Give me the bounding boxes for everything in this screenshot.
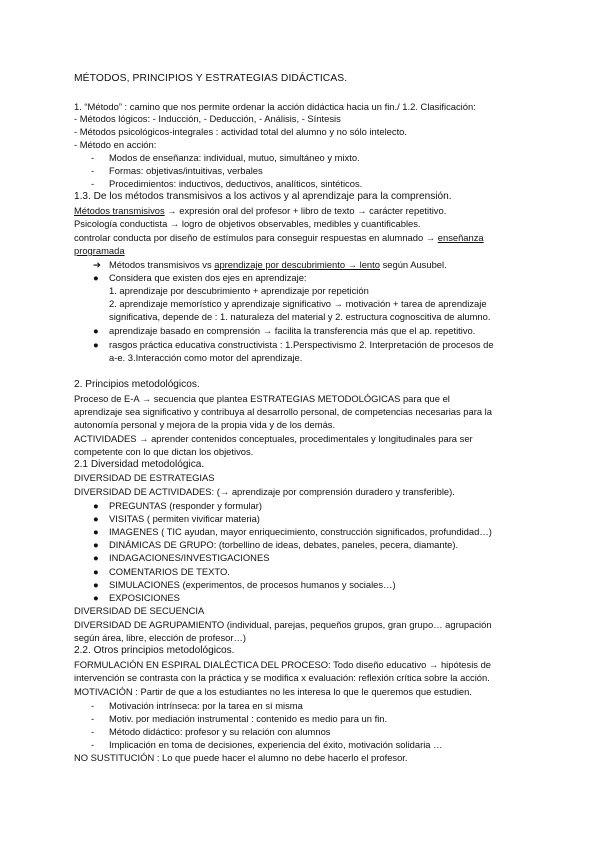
list-item: 1. aprendizaje por descubrimiento + aprendizaje por repetición	[109, 285, 369, 296]
bullet-icon: ●	[93, 566, 99, 577]
paragraph-line: ACTIVIDADES → aprender contenidos conceptuales, procedimentales y longitudinales para ser	[74, 433, 473, 444]
list-item: Implicación en toma de decisiones, experiencia del éxito, motivación solidaria …	[109, 739, 443, 750]
bullet-icon: ●	[93, 500, 99, 511]
paragraph-line: DIVERSIDAD DE ESTRATEGIAS	[74, 472, 215, 483]
paragraph-line: DIVERSIDAD DE AGRUPAMIENTO (individual, parejas, pequeños grupos, gran grupo… agrupación	[74, 619, 492, 630]
bullet-icon: ●	[93, 539, 99, 550]
bullet-icon: ●	[93, 339, 99, 350]
paragraph-line: controlar conducta por diseño de estímulos para conseguir respuestas en alumnado → enseñanza	[74, 232, 484, 243]
paragraph-line: autonomía personal y mejora de la propia vida y de los demás.	[74, 419, 336, 430]
list-item: Formas: objetivas/intuitivas, verbales	[109, 165, 263, 176]
paragraph-line: según área, libre, elección de profesor…)	[74, 632, 246, 643]
psychological-methods: - Métodos psicológicos-integrales : actividad total del alumno y no sólo intelecto.	[74, 126, 407, 137]
list-item: SIMULACIONES (experimentos, de procesos humanos y sociales…)	[109, 579, 396, 590]
dash-marker: -	[91, 700, 95, 711]
subsection-heading: 2.2. Otros principios metodológicos.	[74, 645, 235, 656]
section-heading: 1.3. De los métodos transmisivos a los activos y al aprendizaje para la comprensión.	[74, 191, 452, 202]
dash-marker: -	[91, 739, 95, 750]
bullet-icon: ●	[93, 513, 99, 524]
paragraph-line: competente con lo que dictan los objetivos.	[74, 446, 254, 457]
bullet-icon: ●	[93, 325, 99, 336]
document-title: MÉTODOS, PRINCIPIOS Y ESTRATEGIAS DIDÁCTICAS.	[74, 73, 348, 84]
paragraph-line: intervención se contrasta con la práctica y se modifica x evaluación: reflexión crítica sobre la acción.	[74, 672, 490, 683]
list-item: Considera que existen dos ejes en aprendizaje:	[109, 272, 307, 283]
list-item: VISITAS ( permiten vivificar materia)	[109, 513, 260, 524]
list-item: aprendizaje basado en comprensión → facilita la transferencia más que el ap. repetitivo.	[109, 325, 476, 336]
section-heading: 2. Principios metodológicos.	[74, 379, 200, 390]
paragraph-line: DIVERSIDAD DE ACTIVIDADES: (→ aprendizaje por comprensión duradero y transferible).	[74, 486, 455, 497]
dash-marker: -	[91, 713, 95, 724]
paragraph-line: MOTIVACIÓN : Partir de que a los estudiantes no les interesa lo que le queremos que estudien.	[74, 686, 472, 697]
underlined-term: enseñanza	[437, 232, 484, 243]
list-item: Motiv. por mediación instrumental : contenido es medio para un fin.	[109, 713, 388, 724]
dash-marker: -	[91, 165, 95, 176]
paragraph-line: FORMULACIÓN EN ESPIRAL DIALÉCTICA DEL PROCESO: Todo diseño educativo → hipótesis de	[74, 659, 492, 670]
list-item: Motivación intrínseca: por la tarea en sí misma	[109, 700, 303, 711]
paragraph-line: DIVERSIDAD DE SECUENCIA	[74, 605, 205, 616]
list-item: COMENTARIOS DE TEXTO.	[109, 566, 230, 577]
bullet-icon: ●	[93, 526, 99, 537]
paragraph-line: Proceso de E-A → secuencia que plantea ESTRATEGIAS METODOLÓGICAS para que el	[74, 393, 450, 404]
bullet-icon: ●	[93, 272, 99, 283]
logical-methods: - Métodos lógicos: - Inducción, - Deducción, - Análisis, - Síntesis	[74, 113, 341, 124]
underlined-term: Métodos transmisivos	[74, 205, 165, 216]
list-item: Modos de enseñanza: individual, mutuo, simultáneo y mixto.	[109, 152, 360, 163]
list-item: 2. aprendizaje memorístico y aprendizaje significativo → motivación + tarea de aprendizaje	[109, 298, 487, 309]
underlined-term: aprendizaje por descubrimiento → lento	[214, 259, 380, 270]
paragraph-line: NO SUSTITUCIÓN : Lo que puede hacer el alumno no debe hacerlo el profesor.	[74, 752, 408, 763]
method-definition: 1. “Método” : camino que nos permite ordenar la acción didáctica hacia un fin./ 1.2. Clasificación:	[74, 101, 476, 112]
method-in-action: - Método en acción:	[74, 139, 157, 150]
list-item: Procedimientos: inductivos, deductivos, analíticos, sintéticos.	[109, 178, 363, 189]
list-item: IMAGENES ( TIC ayudan, mayor enriquecimiento, construcción significados, profundidad…)	[109, 526, 492, 537]
bullet-icon: ●	[93, 579, 99, 590]
list-item: significativa, depende de : 1. naturaleza del material y 2. estructura cognoscitiva de alumno.	[109, 311, 491, 322]
underlined-term: programada	[74, 245, 125, 256]
list-item: PREGUNTAS (responder y formular)	[109, 500, 262, 511]
bullet-icon: ●	[93, 552, 99, 563]
bullet-icon: ●	[93, 592, 99, 603]
list-item: DINÁMICAS DE GRUPO: (torbellino de ideas, debates, paneles, pecera, diamante).	[109, 539, 459, 550]
list-item: EXPOSICIONES	[109, 592, 180, 603]
dash-marker: -	[91, 178, 95, 189]
list-item: Métodos transmisivos vs aprendizaje por descubrimiento → lento según Ausubel.	[109, 259, 447, 270]
dash-marker: -	[91, 152, 95, 163]
arrow-icon: ➔	[93, 259, 101, 270]
paragraph-line: Psicología conductista → logro de objetivos observables, medibles y cuantificables.	[74, 218, 421, 229]
paragraph-line: Métodos transmisivos → expresión oral del profesor + libro de texto → carácter repetitivo.	[74, 205, 447, 216]
list-item: rasgos práctica educativa constructivista : 1.Perspectivismo 2. Interpretación de procesos de	[109, 339, 494, 350]
dash-marker: -	[91, 726, 95, 737]
list-item: Método didáctico: profesor y su relación con alumnos	[109, 726, 331, 737]
subsection-heading: 2.1 Diversidad metodológica.	[74, 459, 205, 470]
list-item: INDAGACIONES/INVESTIGACIONES	[109, 552, 270, 563]
list-item: a-e. 3.Interacción como motor del aprendizaje.	[109, 352, 303, 363]
paragraph-line: aprendizaje sea significativo y contribuya al desarrollo personal, de competencias necesarias para la	[74, 406, 492, 417]
